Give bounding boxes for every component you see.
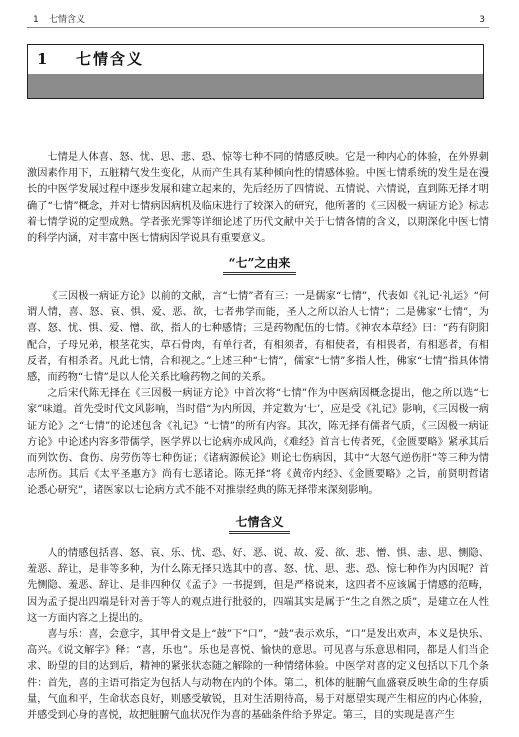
chapter-heading-box [27,44,484,99]
chapter-title-row [28,45,483,74]
paragraph: 《三因极一病证方论》以前的文献，言“七情”者有三：一是儒家“七情”，代表如《礼记·礼运》“何谓人情，喜、怒、哀、惧、爱、恶、欲，七者弗学而能，圣人之所以治人七情”；二是佛家“七情”，为喜、怒、忧、惧、爱、憎、欲，指人的七种感情；三是药物配伍的七情。《神农本草经》曰：“药有阴阳配合，子母兄弟，根茎花实，草石骨肉，有单行者，有相须者，有相使者，有相畏者，有相恶者，有相反者，有相杀者。凡此七情，合和视之。”上述三种“七情”，儒家“七情”多指人性，佛家“七情”指具体情感，而药物“七情”是以人伦关系比喻药物之间的关系。 [27,291,489,384]
chapter-number: 1 [37,50,48,68]
paragraph: 之后宋代陈无择在《三因极一病证方论》中首次将“七情”作为中医病因概念提出，他之所以选“七家”味道。首先受时代文风影响，当时借“为内所因，并定数为‘七’，应是受《礼记》影响，《三因极一病证方论》之“七情”的论述包含《礼记》“七情”的所有内容。其次，陈无择有儒者气质，《三因极一病证方论》中论述内容多带儒学，医学界以七论病亦成风尚，《难经》首言七传者死，《金匮要略》紧承其后而列饮伤、食伤、房劳伤等七种伤证；《诸病源候论》则论七伤病因，其中“大怒气逆伤肝”等三种为情志所伤。其后《太平圣惠方》尚有七恶诸论。陈无择“将《黄帝内经》、《金匮要略》之旨，前贤明哲诸论悉心研究”，诸医家以七论病方式不能不对推崇经典的陈无择带来深刻影响。 [27,388,489,497]
header-chapter-number: 1 [33,15,39,25]
section-title: “七”之由来 [223,254,297,275]
paragraph: 人的情感包括喜、怒、哀、乐、忧、恐、好、恶、说、故、爱、欲、悲、憎、惧、恚、思、恻隐、羞恶、辞让，是非等多种，为什么陈无择只选其中的喜、怒、忧、思、悲、恐、惊七种作为内因呢？首先恻隐、羞恶、辞让、是非四种仅《孟子》一书提到，但是严格说来，这四者不应该属于情感的范畴，因为孟子提出四端是针对善于等人的观点进行批驳的，四端其实是属于“生之自然之质”，是建立在人性这一方面内容之上提出的。 [27,548,489,624]
paragraph: 喜与乐：喜，会意字，其甲骨文是上“鼓”下“口”，“鼓”表示欢乐，“口”是发出欢声，本义是快乐、高兴。《说文解字》释：“喜，乐也”。乐也是喜悦、愉快的意思。可见喜与乐意思相同，都是人们当企求、盼望的目的达到后，精神的紧张状态随之解除的一种情绪体验。中医学对喜的定义包括以下几个条件：首先，喜的主语可指定为包括人与动物在内的个体。第二，机体的脏腑气血盛衰反映生命的生存质量，气血和平，生命状态良好，则感受敏锐，且对生活期待高，易于对愿望实现产生相应的内心体验，并感受到心身的喜悦，故把脏腑气血状况作为喜的基础条件给予界定。第三，目的实现是喜产生 [27,629,489,722]
section-heading-origin [0,254,519,275]
page-number: 3 [479,15,485,25]
intro-text [27,150,489,247]
running-header [27,13,489,28]
section-meaning-text [27,546,489,724]
section-title: 七情含义 [229,513,289,534]
section-origin-text [27,289,489,500]
chapter-gray-band [28,74,483,98]
header-chapter-title: 七情含义 [49,15,86,25]
intro-paragraph: 七情是人体喜、怒、忧、思、悲、恐、惊等七种不同的情感反映。它是一种内心的体验，在外界刺激因素作用下，五脏精气发生变化，从而产生具有某种倾向性的情感体验。中医七情系统的发生是在漫长的中医学发展过程中逐步发展和建立起来的，先后经历了四情说、五情说、六情说，直到陈无择才明确了“七情”概念，并对七情病因病机及临床进行了较深入的研究，他所著的《三因极一病证方论》标志着七情学说的定型成熟。学者张光霁等详细论述了历代文献中关于七情各情的含义，以期深化中医七情的科学内涵，对丰富中医七情病因学说具有重要意义。 [27,152,489,245]
section-heading-meaning [0,513,519,534]
chapter-title: 七情含义 [76,50,145,68]
